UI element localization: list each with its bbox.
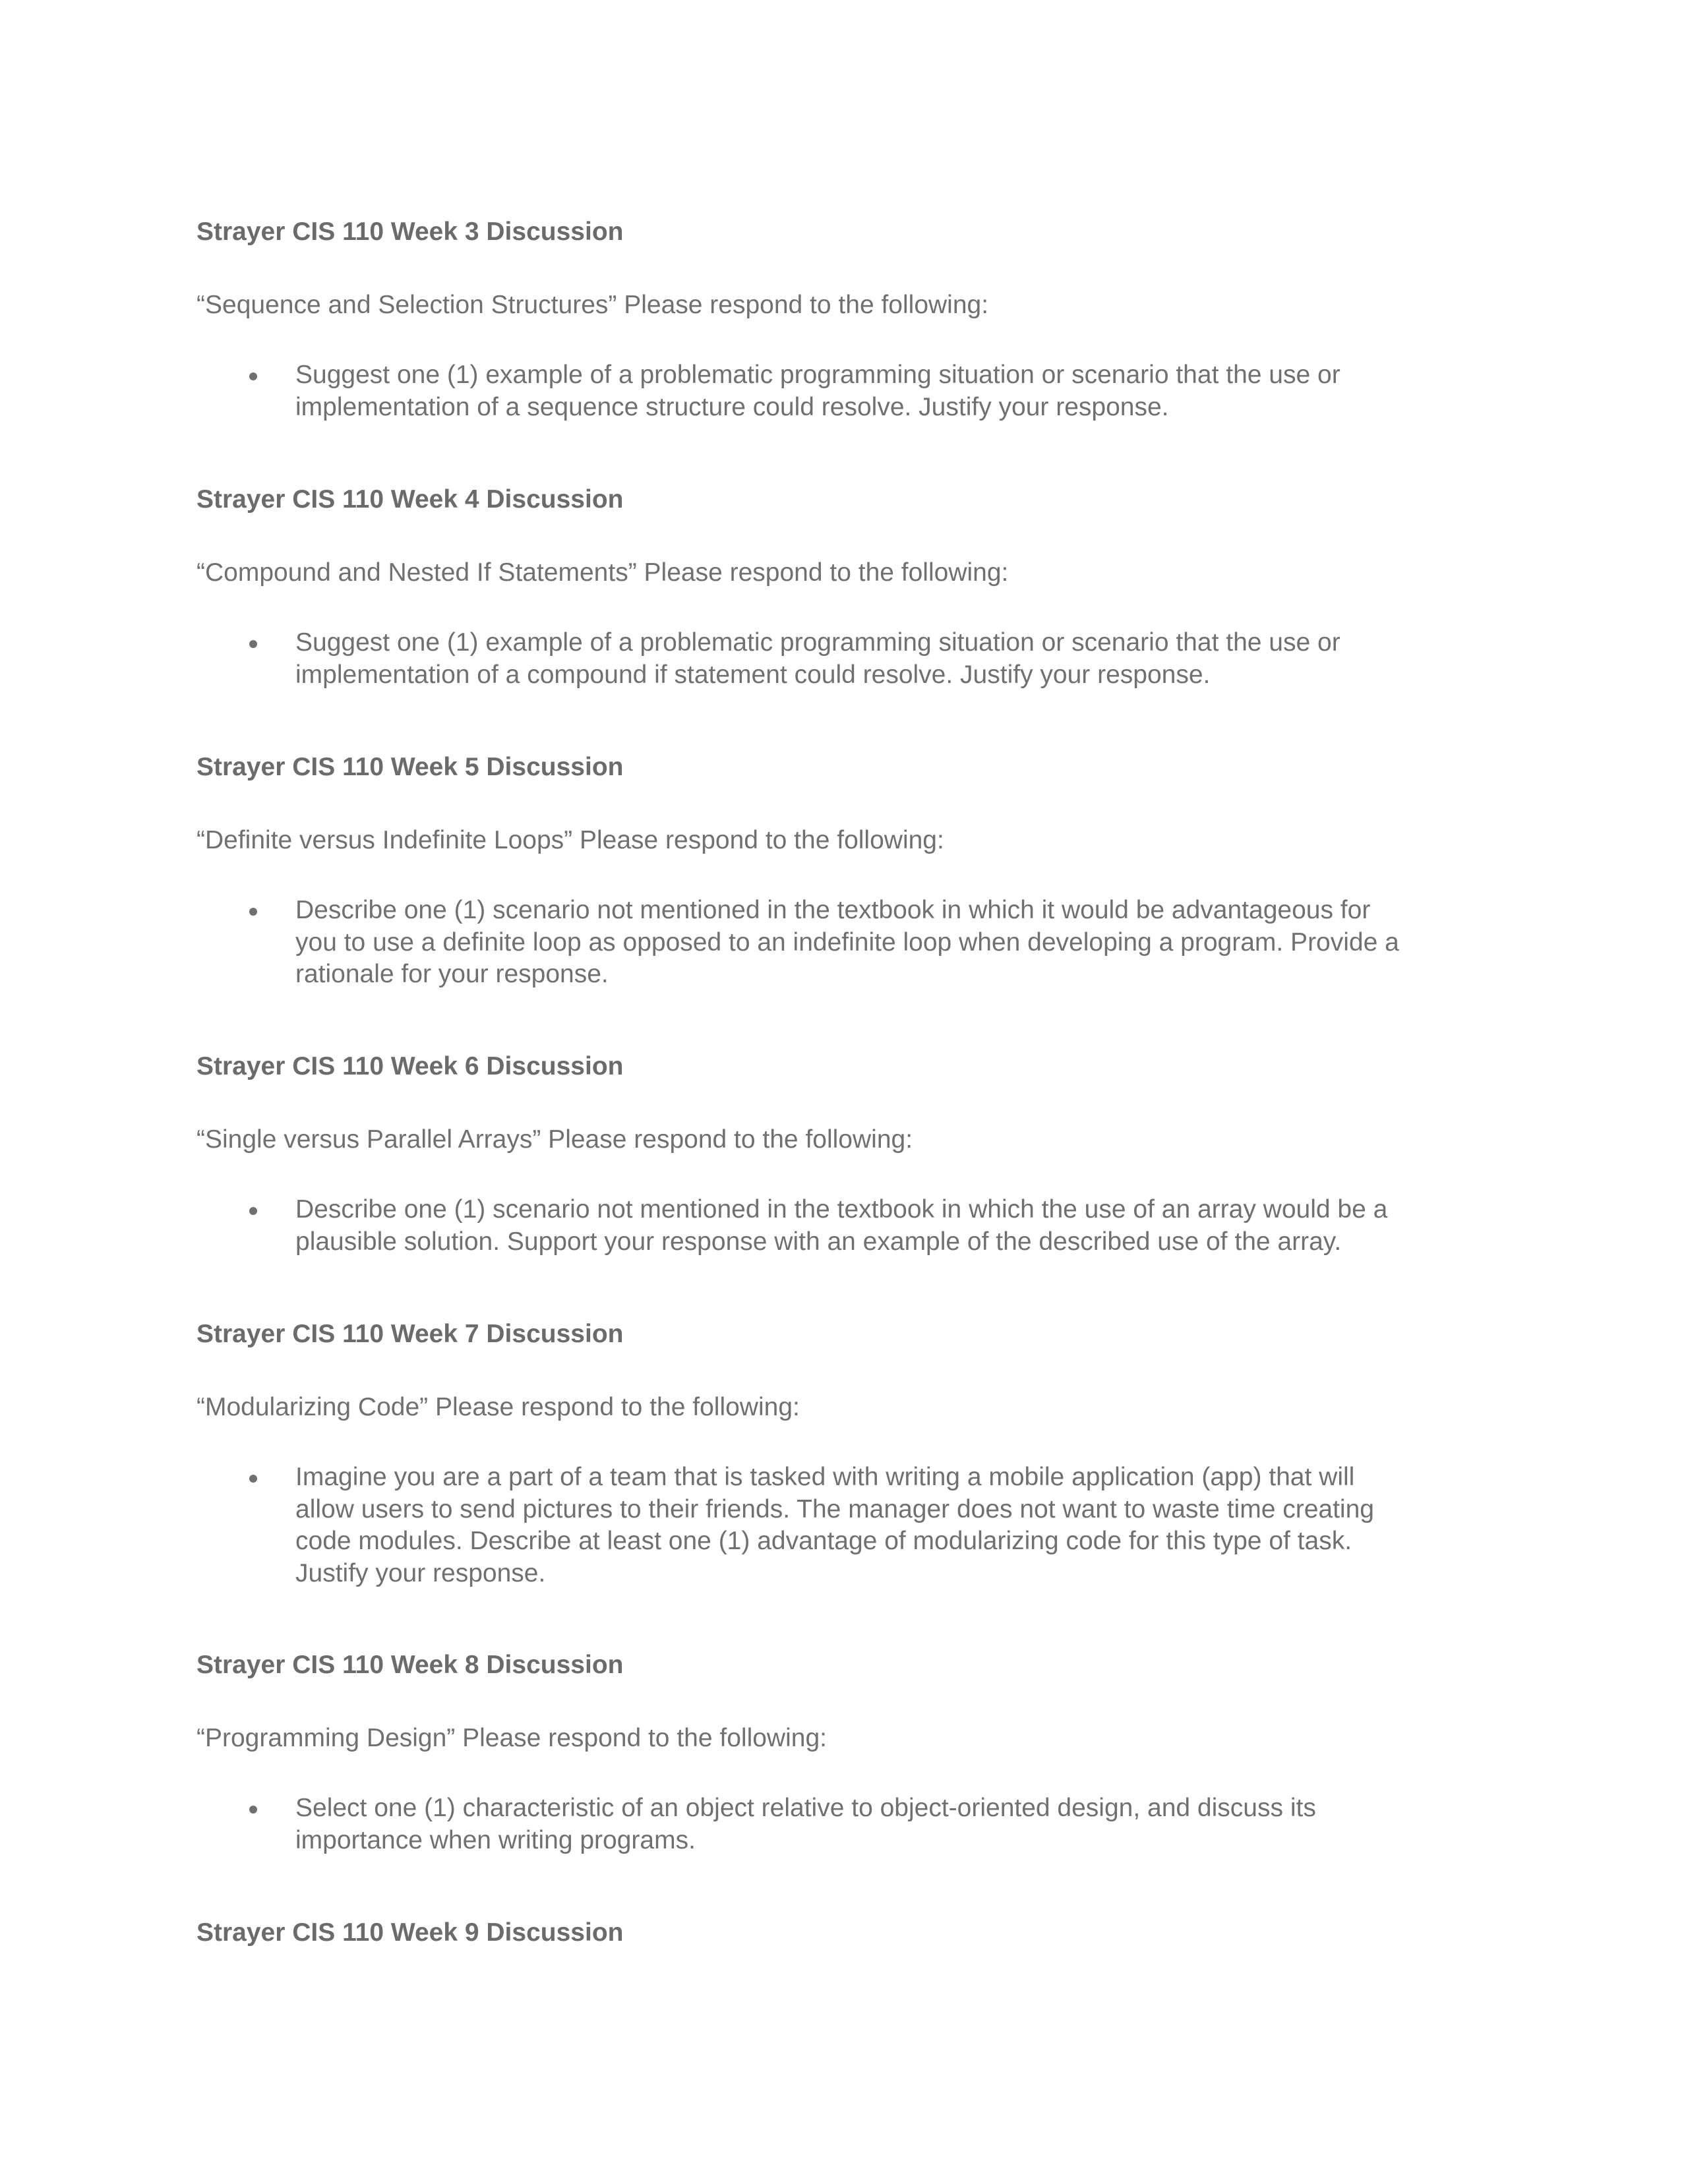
section-heading: Strayer CIS 110 Week 7 Discussion [196,1320,624,1348]
bullet-dot-icon [249,640,257,648]
section-heading: Strayer CIS 110 Week 5 Discussion [196,753,624,781]
section-heading: Strayer CIS 110 Week 3 Discussion [196,218,624,246]
bullet-item [196,1461,1555,1589]
section-prompt: “Sequence and Selection Structures” Please respond to the following: [196,291,989,319]
bullet-dot-icon [249,908,257,916]
bullet-text: Suggest one (1) example of a problematic programming situation or scenario that the use or implementation of a compound if statement could resolve. Justify your response. [295,628,1341,689]
section-heading: Strayer CIS 110 Week 4 Discussion [196,485,624,514]
bullet-item [196,627,1555,691]
bullet-text: Select one (1) characteristic of an object relative to object-oriented design, and discuss its importance when writing programs. [295,1794,1316,1854]
section-prompt: “Programming Design” Please respond to the following: [196,1724,827,1752]
bullet-text: Describe one (1) scenario not mentioned in the textbook in which the use of an array would be a plausible solution. Support your response with an example of the described use of the array. [295,1195,1388,1256]
discussion-section-week-3 [196,216,1489,423]
bullet-dot-icon [249,1806,257,1814]
bullet-item [196,895,1555,991]
section-prompt: “Modularizing Code” Please respond to the following: [196,1393,800,1421]
bullet-dot-icon [249,1475,257,1483]
bullet-item [196,1194,1555,1258]
bullet-text: Suggest one (1) example of a problematic programming situation or scenario that the use or implementation of a sequence structure could resolve. Justify your response. [295,361,1341,421]
bullet-item [196,359,1555,423]
section-prompt: “Single versus Parallel Arrays” Please respond to the following: [196,1125,913,1154]
discussion-section-week-9 [196,1916,1489,1949]
bullet-dot-icon [249,1207,257,1215]
bullet-dot-icon [249,372,257,380]
discussion-section-week-5 [196,751,1489,991]
discussion-section-week-4 [196,483,1489,691]
discussion-section-week-6 [196,1050,1489,1258]
section-prompt: “Compound and Nested If Statements” Please respond to the following: [196,558,1009,587]
discussion-section-week-7 [196,1318,1489,1589]
bullet-text: Imagine you are a part of a team that is tasked with writing a mobile application (app) that will allow users to send pictures to their friends. The manager does not want to waste time creating code modules. Describe at least one (1) advantage of modularizing code for this type of task. Justify your response. [295,1463,1374,1587]
bullet-item [196,1792,1555,1856]
section-heading: Strayer CIS 110 Week 6 Discussion [196,1052,624,1080]
section-heading: Strayer CIS 110 Week 9 Discussion [196,1918,624,1947]
section-prompt: “Definite versus Indefinite Loops” Please respond to the following: [196,826,944,854]
discussion-section-week-8 [196,1649,1489,1856]
bullet-text: Describe one (1) scenario not mentioned in the textbook in which it would be advantageous for you to use a definite loop as opposed to an indefinite loop when developing a program. Provide a rationale for your response. [295,896,1399,988]
section-heading: Strayer CIS 110 Week 8 Discussion [196,1651,624,1679]
